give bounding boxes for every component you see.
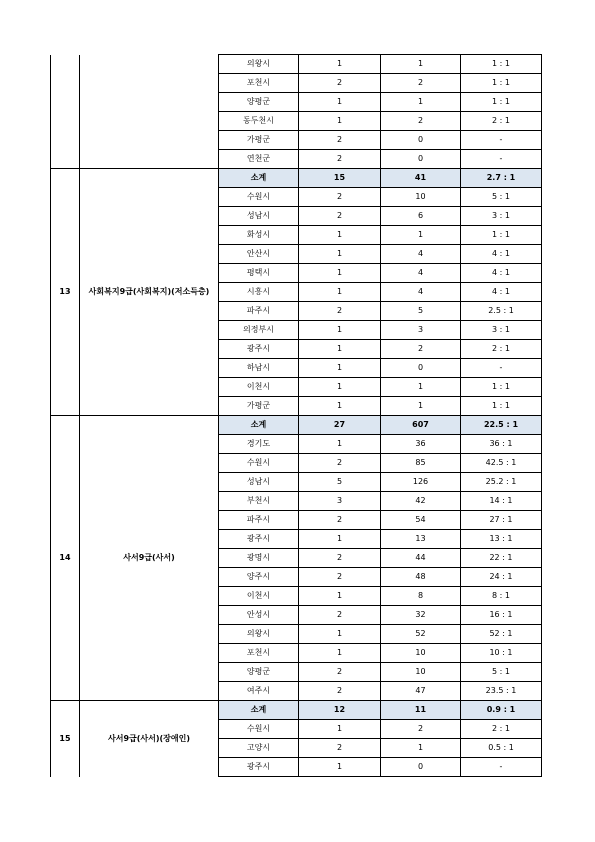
competition-ratio-cell: 36 : 1 [461,435,542,454]
region-cell: 가평군 [219,397,299,416]
applicant-count-cell: 42 [381,492,461,511]
region-cell: 안성시 [219,606,299,625]
competition-ratio-cell: - [461,131,542,150]
job-title: 사서9급(사서)(장애인) [80,701,219,777]
subtotal-row [51,701,542,720]
applicant-count-cell: 8 [381,587,461,606]
table-row [51,55,542,74]
applicant-count-cell: 2 [381,340,461,359]
competition-ratio-cell: 16 : 1 [461,606,542,625]
applicant-count-cell: 0 [381,131,461,150]
group-number [51,55,80,169]
region-cell: 의정부시 [219,321,299,340]
hired-count-cell: 1 [299,245,381,264]
competition-ratio-cell: 4 : 1 [461,264,542,283]
applicant-count-cell: 13 [381,530,461,549]
region-cell: 연천군 [219,150,299,169]
region-cell: 소계 [219,169,299,188]
region-cell: 포천시 [219,644,299,663]
recruitment-results-table [50,54,542,777]
region-cell: 광명시 [219,549,299,568]
applicant-count-cell: 607 [381,416,461,435]
hired-count-cell: 2 [299,131,381,150]
competition-ratio-cell: 1 : 1 [461,378,542,397]
competition-ratio-cell: 1 : 1 [461,74,542,93]
region-cell: 하남시 [219,359,299,378]
region-cell: 광주시 [219,530,299,549]
hired-count-cell: 2 [299,454,381,473]
hired-count-cell: 1 [299,397,381,416]
hired-count-cell: 2 [299,568,381,587]
job-title: 사서9급(사서) [80,416,219,701]
region-cell: 의왕시 [219,625,299,644]
hired-count-cell: 27 [299,416,381,435]
competition-ratio-cell: 2.5 : 1 [461,302,542,321]
region-cell: 소계 [219,416,299,435]
region-cell: 파주시 [219,511,299,530]
region-cell: 성남시 [219,473,299,492]
region-cell: 가평군 [219,131,299,150]
region-cell: 수원시 [219,454,299,473]
competition-ratio-cell: 4 : 1 [461,245,542,264]
competition-ratio-cell: 5 : 1 [461,188,542,207]
applicant-count-cell: 47 [381,682,461,701]
region-cell: 부천시 [219,492,299,511]
region-cell: 경기도 [219,435,299,454]
region-cell: 광주시 [219,758,299,777]
region-cell: 이천시 [219,587,299,606]
hired-count-cell: 2 [299,302,381,321]
competition-ratio-cell: 2 : 1 [461,340,542,359]
applicant-count-cell: 1 [381,55,461,74]
region-cell: 성남시 [219,207,299,226]
competition-ratio-cell: 27 : 1 [461,511,542,530]
region-cell: 이천시 [219,378,299,397]
competition-ratio-cell: 42.5 : 1 [461,454,542,473]
region-cell: 양평군 [219,93,299,112]
region-cell: 의왕시 [219,55,299,74]
hired-count-cell: 1 [299,283,381,302]
hired-count-cell: 1 [299,321,381,340]
hired-count-cell: 5 [299,473,381,492]
region-cell: 수원시 [219,188,299,207]
hired-count-cell: 2 [299,739,381,758]
region-cell: 고양시 [219,739,299,758]
competition-ratio-cell: - [461,758,542,777]
competition-ratio-cell: 5 : 1 [461,663,542,682]
applicant-count-cell: 85 [381,454,461,473]
hired-count-cell: 1 [299,720,381,739]
region-cell: 평택시 [219,264,299,283]
competition-ratio-cell: 3 : 1 [461,207,542,226]
hired-count-cell: 1 [299,226,381,245]
job-title: 사회복지9급(사회복지)(저소득층) [80,169,219,416]
hired-count-cell: 2 [299,150,381,169]
hired-count-cell: 2 [299,188,381,207]
hired-count-cell: 2 [299,511,381,530]
hired-count-cell: 1 [299,435,381,454]
hired-count-cell: 1 [299,587,381,606]
applicant-count-cell: 1 [381,739,461,758]
applicant-count-cell: 10 [381,663,461,682]
region-cell: 소계 [219,701,299,720]
hired-count-cell: 1 [299,644,381,663]
region-cell: 안산시 [219,245,299,264]
applicant-count-cell: 5 [381,302,461,321]
hired-count-cell: 2 [299,74,381,93]
competition-ratio-cell: 22 : 1 [461,549,542,568]
applicant-count-cell: 126 [381,473,461,492]
hired-count-cell: 15 [299,169,381,188]
competition-ratio-cell: 22.5 : 1 [461,416,542,435]
competition-ratio-cell: 1 : 1 [461,55,542,74]
applicant-count-cell: 48 [381,568,461,587]
applicant-count-cell: 1 [381,378,461,397]
applicant-count-cell: 0 [381,758,461,777]
applicant-count-cell: 11 [381,701,461,720]
competition-ratio-cell: 2.7 : 1 [461,169,542,188]
hired-count-cell: 2 [299,663,381,682]
competition-ratio-cell: 13 : 1 [461,530,542,549]
applicant-count-cell: 0 [381,150,461,169]
hired-count-cell: 1 [299,340,381,359]
competition-ratio-cell: 25.2 : 1 [461,473,542,492]
hired-count-cell: 3 [299,492,381,511]
applicant-count-cell: 44 [381,549,461,568]
applicant-count-cell: 2 [381,112,461,131]
subtotal-row [51,416,542,435]
applicant-count-cell: 3 [381,321,461,340]
region-cell: 광주시 [219,340,299,359]
competition-ratio-cell: 2 : 1 [461,112,542,131]
hired-count-cell: 2 [299,606,381,625]
competition-ratio-cell: 1 : 1 [461,397,542,416]
hired-count-cell: 1 [299,359,381,378]
region-cell: 시흥시 [219,283,299,302]
hired-count-cell: 2 [299,549,381,568]
applicant-count-cell: 10 [381,188,461,207]
applicant-count-cell: 1 [381,93,461,112]
hired-count-cell: 2 [299,207,381,226]
region-cell: 수원시 [219,720,299,739]
applicant-count-cell: 4 [381,264,461,283]
competition-ratio-cell: 52 : 1 [461,625,542,644]
hired-count-cell: 2 [299,682,381,701]
hired-count-cell: 1 [299,112,381,131]
hired-count-cell: 1 [299,758,381,777]
applicant-count-cell: 32 [381,606,461,625]
competition-ratio-cell: - [461,150,542,169]
region-cell: 파주시 [219,302,299,321]
applicant-count-cell: 0 [381,359,461,378]
hired-count-cell: 1 [299,93,381,112]
competition-ratio-cell: 3 : 1 [461,321,542,340]
hired-count-cell: 1 [299,264,381,283]
table-body [51,55,542,777]
applicant-count-cell: 4 [381,283,461,302]
hired-count-cell: 1 [299,55,381,74]
region-cell: 포천시 [219,74,299,93]
competition-ratio-cell: 4 : 1 [461,283,542,302]
region-cell: 양주시 [219,568,299,587]
hired-count-cell: 12 [299,701,381,720]
competition-ratio-cell: 2 : 1 [461,720,542,739]
competition-ratio-cell: 1 : 1 [461,93,542,112]
applicant-count-cell: 54 [381,511,461,530]
applicant-count-cell: 2 [381,74,461,93]
region-cell: 동두천시 [219,112,299,131]
applicant-count-cell: 4 [381,245,461,264]
group-number: 15 [51,701,80,777]
competition-ratio-cell: 10 : 1 [461,644,542,663]
group-number: 13 [51,169,80,416]
region-cell: 양평군 [219,663,299,682]
hired-count-cell: 1 [299,530,381,549]
competition-ratio-cell: 0.9 : 1 [461,701,542,720]
applicant-count-cell: 10 [381,644,461,663]
applicant-count-cell: 6 [381,207,461,226]
subtotal-row [51,169,542,188]
applicant-count-cell: 36 [381,435,461,454]
job-title [80,55,219,169]
hired-count-cell: 1 [299,378,381,397]
competition-ratio-cell: 24 : 1 [461,568,542,587]
competition-ratio-cell: 23.5 : 1 [461,682,542,701]
competition-ratio-cell: - [461,359,542,378]
applicant-count-cell: 41 [381,169,461,188]
competition-ratio-cell: 14 : 1 [461,492,542,511]
competition-ratio-cell: 8 : 1 [461,587,542,606]
applicant-count-cell: 2 [381,720,461,739]
competition-ratio-cell: 1 : 1 [461,226,542,245]
applicant-count-cell: 1 [381,397,461,416]
region-cell: 화성시 [219,226,299,245]
hired-count-cell: 1 [299,625,381,644]
group-number: 14 [51,416,80,701]
competition-ratio-cell: 0.5 : 1 [461,739,542,758]
applicant-count-cell: 1 [381,226,461,245]
applicant-count-cell: 52 [381,625,461,644]
region-cell: 여주시 [219,682,299,701]
